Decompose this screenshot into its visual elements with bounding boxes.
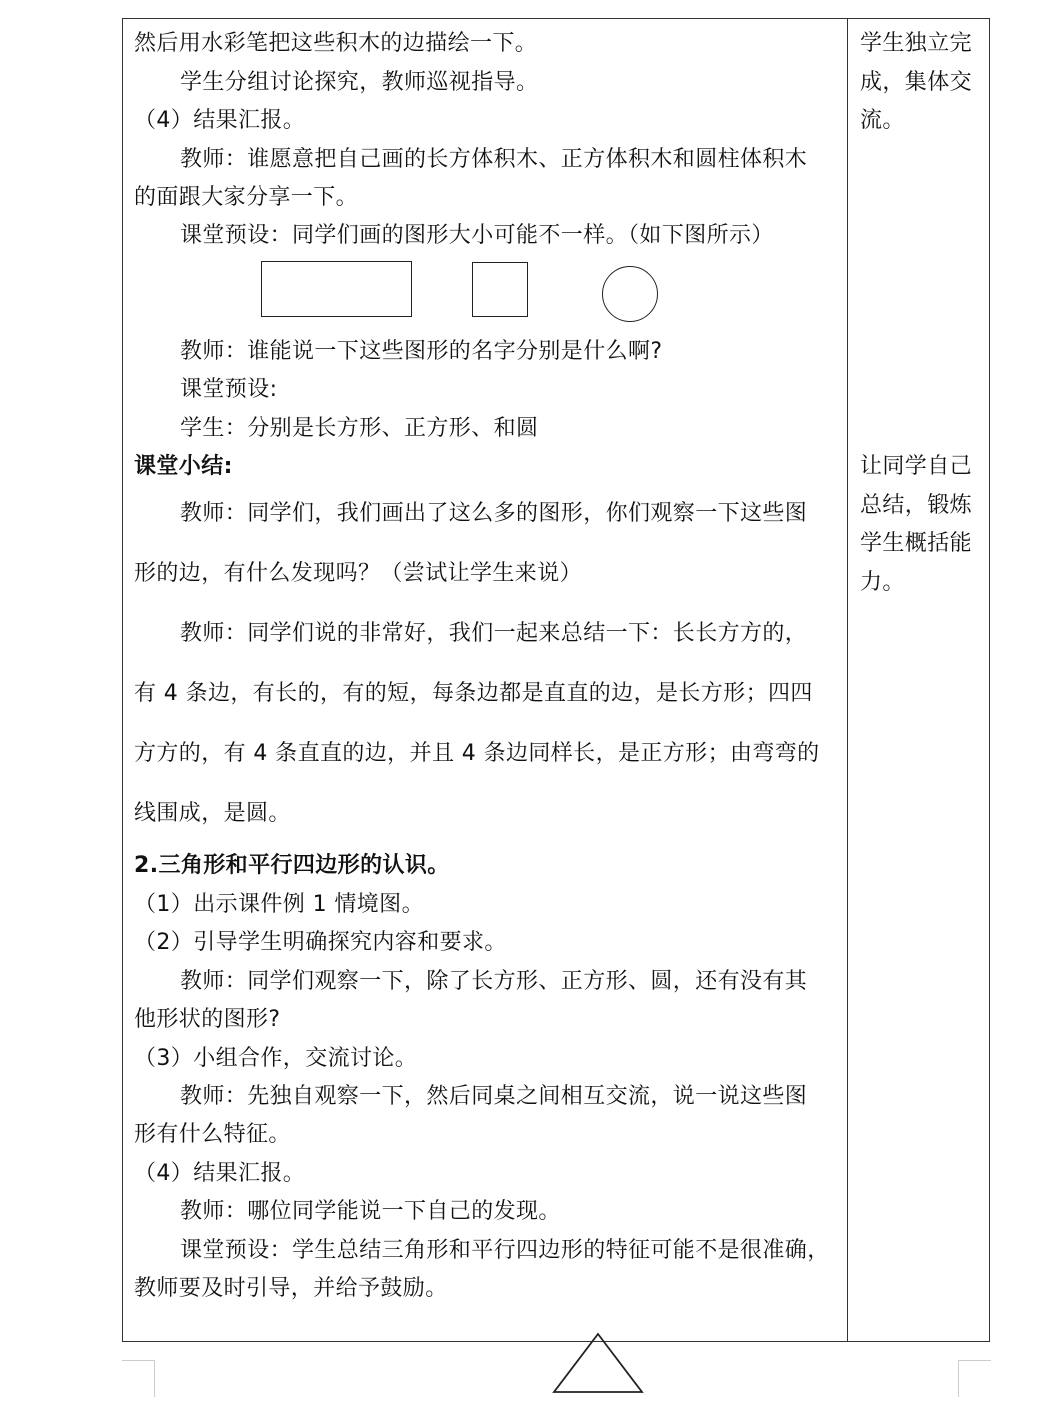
text-line: （2）引导学生明确探究内容和要求。 (134, 930, 507, 955)
rectangle-shape (261, 261, 412, 317)
text-line: 教师：谁能说一下这些图形的名字分别是什么啊? (180, 339, 663, 364)
text-line: 教师：同学们说的非常好，我们一起来总结一下：长长方方的， (180, 621, 808, 646)
text-line: 课堂预设：同学们画的图形大小可能不一样。（如下图所示） (180, 223, 774, 248)
side-note-line: 力。 (860, 570, 905, 595)
triangle-shape (550, 1330, 646, 1396)
text-line: 形的边，有什么发现吗？（尝试让学生来说） (134, 561, 583, 586)
text-line: 方方的，有 4 条直直的边，并且 4 条边同样长，是正方形；由弯弯的 (134, 741, 820, 766)
text-line: 形有什么特征。 (134, 1122, 291, 1147)
side-note-line: 流。 (860, 108, 905, 133)
text-line: 课堂预设: (180, 377, 278, 402)
text-line: 教师：谁愿意把自己画的长方体积木、正方体积木和圆柱体积木 (180, 147, 808, 172)
text-line: 教师：同学们，我们画出了这么多的图形，你们观察一下这些图 (180, 501, 808, 526)
text-line: 教师要及时引导，并给予鼓励。 (134, 1276, 448, 1301)
section-heading: 课堂小结: (134, 454, 233, 479)
text-line: （4）结果汇报。 (134, 108, 306, 133)
side-note-line: 学生概括能 (860, 531, 973, 556)
circle-shape (602, 266, 658, 322)
page-corner-mark (958, 1360, 991, 1397)
text-line: （4）结果汇报。 (134, 1161, 306, 1186)
column-divider (847, 18, 848, 1342)
text-line: 教师：先独自观察一下，然后同桌之间相互交流，说一说这些图 (180, 1084, 808, 1109)
text-line: 教师：哪位同学能说一下自己的发现。 (180, 1199, 561, 1224)
text-line: 线围成，是圆。 (134, 801, 291, 826)
text-line: 然后用水彩笔把这些积木的边描绘一下。 (134, 31, 538, 56)
text-line: （3）小组合作，交流讨论。 (134, 1046, 418, 1071)
text-line: 他形状的图形? (134, 1007, 281, 1032)
text-line: 教师：同学们观察一下，除了长方形、正方形、圆，还有没有其 (180, 969, 808, 994)
text-line: （1）出示课件例 1 情境图。 (134, 892, 424, 917)
side-note-line: 让同学自己 (860, 454, 973, 479)
page-corner-mark (122, 1360, 155, 1397)
side-note-line: 学生独立完 (860, 31, 973, 56)
text-line: 有 4 条边，有长的，有的短，每条边都是直直的边，是长方形；四四 (134, 681, 813, 706)
text-line: 课堂预设：学生总结三角形和平行四边形的特征可能不是很准确， (180, 1238, 830, 1263)
text-line: 的面跟大家分享一下。 (134, 185, 359, 210)
section-heading: 2.三角形和平行四边形的认识。 (134, 853, 450, 878)
square-shape (472, 262, 528, 317)
text-line: 学生分组讨论探究，教师巡视指导。 (180, 70, 539, 95)
side-note-line: 成，集体交 (860, 70, 973, 95)
side-note-line: 总结，锻炼 (860, 493, 973, 518)
text-line: 学生：分别是长方形、正方形、和圆 (180, 416, 539, 441)
